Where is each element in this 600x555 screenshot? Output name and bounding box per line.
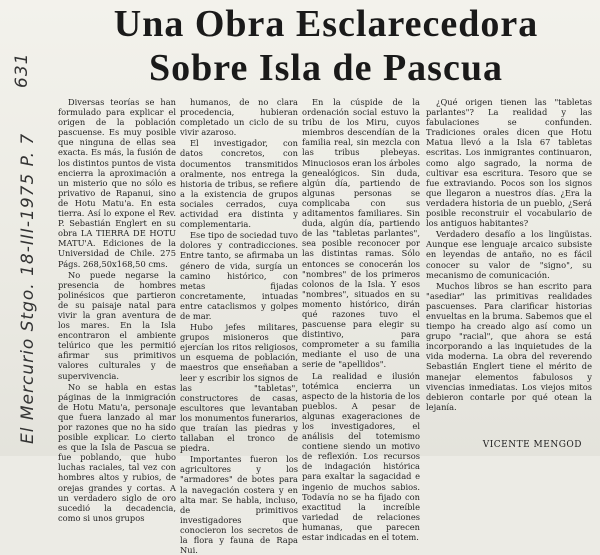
paragraph: No puede negarse la presencia de hombres polinésicos que partieron de su paisaje natal para vivir la gran aventura de los mares. En la Isla encontraron el ambiente telúrico que les permitió afirmar sus primitivos valores culturales y de supervivencia. (58, 269, 176, 381)
paragraph: humanos, de no clara procedencia, hubieran completado un ciclo de su vivir azaroso. (180, 97, 298, 138)
handwritten-page-number: 631 (12, 52, 32, 88)
paragraph: Ese tipo de sociedad tuvo dolores y contradicciones. Entre tanto, se afirmaba un género de vida, surgía un camino histórico, con metas fijadas concretamente, intuadas entre cataclismos y golpes de mar. (180, 230, 298, 321)
article-column-2 (180, 97, 298, 555)
article-column-3 (302, 97, 420, 542)
paragraph: No se habla en estas páginas de la inmigración de Hotu Matu'a, personaje que fuera lanzado al mar por razones que no ha sido posible explicar. Lo cierto es que la Isla de Pascua se fue poblando, que hubo luchas raciales, tal vez con hombres altos y rubios, de orejas grandes y cortas. A un verdadero siglo de oro sucedió la decadencia, como si unos grupos (58, 381, 176, 523)
paragraph: Importantes fueron los agricultores y los "armadores" de botes para la navegación costera y en alta mar. Se habla, incluso, de primitivos investigadores que conocieron los secretos de la flora y fauna de Rapa Nui. (180, 454, 298, 555)
paragraph: Verdadero desafío a los lingüistas. Aunque ese lenguaje arcaico subsiste en leyendas de antaño, no es fácil conocer su valor de "signo", su mecanismo de comunicación. (426, 229, 592, 280)
paragraph: Hubo jefes militares, grupos misioneros que ejercían los ritos religiosos, un esquema de población, maestros que enseñaban a leer y escribir los signos de las "tabletas", constructores de casas, escultores que levantaban los monumentos funerarios, que traían las piedras y tallaban el tronco de piedra. (180, 322, 298, 454)
paragraph: ¿Qué origen tienen las "tabletas parlantes"? La realidad y las fabulaciones se confunden. Tradiciones orales dicen que Hotu Matua llevó a la Isla 67 tabletas escritas. Los inmigrantes continuaron, como algo sagrado, la norma de cultivar esa escritura. Tesoro que se fue extraviando. Pocos son los signos que llegaron a nuestros días. ¿Era la verdadera historia de un pueblo, ¿Será posible reconstruir el vocabulario de los antiguos habitantes? (426, 97, 592, 229)
article-column-4 (426, 97, 592, 412)
paragraph: La realidad e ilusión totémica encierra un aspecto de la historia de los pueblos. A pesar de algunas exageraciones de los investigadores, el análisis del totemismo contiene siendo un motivo de reflexión. Los recursos de indagación histórica para exaltar la sagacidad e ingenio de muchos sabios. Todavía no se ha fijado con exactitud la increíble variedad de relaciones humanas, que parecen estar indicadas en el totem. (302, 370, 420, 543)
paragraph: Muchos libros se han escrito para "asediar" las primitivas realidades pascuenses. Para clarificar historias envueltas en la bruma. Sabemos que el tiempo ha creado algo así como un grupo "racial", que ahora se está incorporando a las inquietudes de la vida moderna. La obra del reverendo Sebastián Englert tiene el mérito de manejar elementos fabulosos y vivencias inmediatas. Los viejos mitos debieron contarle por qué otean la lejanía. (426, 280, 592, 412)
article-column-1 (58, 97, 176, 523)
headline-line-1: Una Obra Esclarecedora (113, 3, 539, 45)
handwritten-margin-note (8, 8, 36, 448)
headline-line-2: Sobre Isla de Pascua (149, 47, 503, 89)
handwritten-source-date: El Mercurio Stgo. 18-III-1975 P. 7 (18, 132, 38, 444)
paragraph: Diversas teorías se han formulado para explicar el origen de la población pascuense. Es muy posible que ninguna de ellas sea exacta. Es más, la fusión de los distintos puntos de vista encierra la aproximación a un misterio que no sólo es privativo de Rapanui, sino de Hotu Matu'a. En esta tierra. Así lo expone el Rev. P. Sebastián Englert en su obra LA TIERRA DE HOTU MATU'A. Ediciones de la Universidad de Chile. 275 Págs. 268,50x168,50 cms. (58, 97, 176, 269)
paragraph: En la cúspide de la ordenación social estuvo la tribu de los Miru, cuyos miembros descendían de la familia real, sin mezcla con las tribus plebeyas. Minuciosos eran los árboles genealógicos. Sin duda, algún día, partiendo de algunas personas se complicaba con sus aditamentos familiares. Sin duda, algún día, partiendo de las "tabletas parlantes", sea posible reconocer por las distintas ramas. Sólo entonces se conocerán los "nombres" de los primeros colonos de la Isla. Y esos "nombres", situados en su momento histórico, dirán qué razones tuvo el pascuense para elegir su distintivo, para comprometer a su familia mediante el uso de una serie de "apellidos". (302, 97, 420, 370)
author-byline: VICENTE MENGOD (482, 440, 582, 450)
paragraph: El investigador, con datos concretos, con documentos transmitidos oralmente, nos entrega la historia de tribus, se refiere a la existencia de grupos sociales cerrados, cuya actividad era distinta y complementaria. (180, 138, 298, 230)
